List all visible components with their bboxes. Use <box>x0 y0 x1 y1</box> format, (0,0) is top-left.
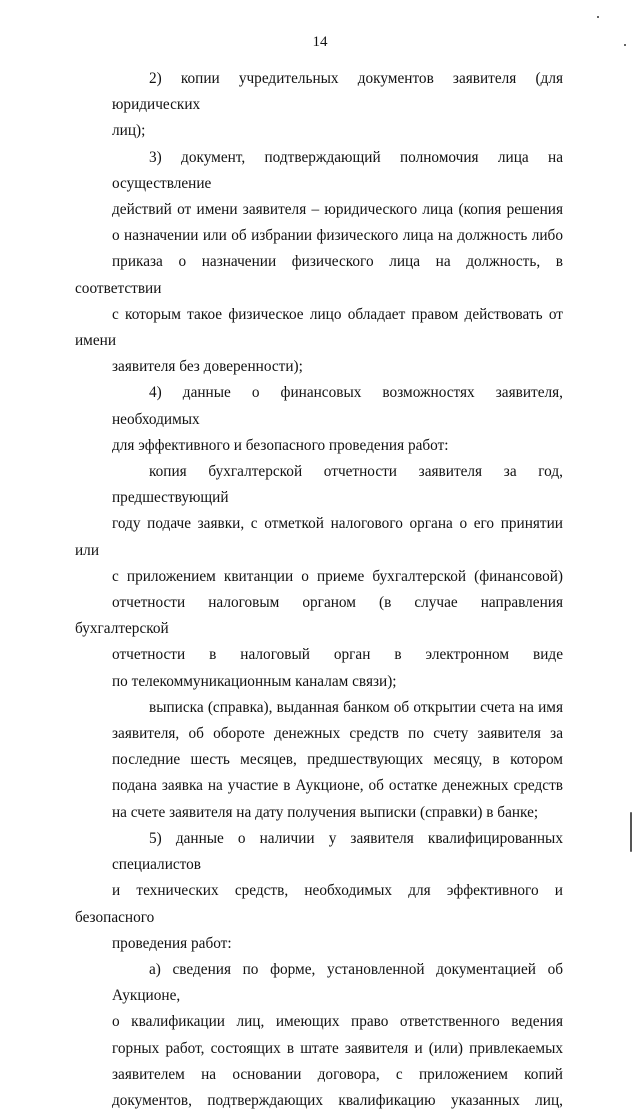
text-line: выписка (справка), выданная банком об открытии счета на имя <box>149 698 563 716</box>
text-line: копия бухгалтерской отчетности заявителя за год, предшествующий <box>112 463 563 507</box>
text-line: заявителя без доверенности); <box>112 358 303 376</box>
text-line: а) сведения по форме, установленной документацией об Аукционе, <box>112 960 563 1005</box>
text-line: документов, подтверждающих квалификацию указанных лиц, <box>112 1091 563 1109</box>
text-line: с приложением квитанции о приеме бухгалтерской (финансовой) <box>112 567 563 585</box>
paragraph-authority-document <box>75 145 563 381</box>
text-line: подана заявка на участие в Аукционе, об остатке денежных средств <box>112 777 563 795</box>
text-line: горных работ, состоящих в штате заявителя и (или) привлекаемых <box>112 1039 563 1057</box>
text-line: проведения работ: <box>112 934 232 952</box>
text-line: 3) документ, подтверждающий полномочия лица на осуществление <box>112 148 563 192</box>
paragraph-qualification-info <box>75 957 563 1114</box>
text-line: отчетности в налоговый орган в электронном виде <box>112 646 563 664</box>
text-line: заявителя, об обороте денежных средств по счету заявителя за <box>112 725 563 743</box>
text-line: 5) данные о наличии у заявителя квалифицированных специалистов <box>112 829 563 874</box>
scan-speck <box>597 16 599 18</box>
text-line: с которым такое физическое лицо обладает правом действовать от имени <box>75 305 563 350</box>
text-line: последние шесть месяцев, предшествующих месяцу, в котором <box>112 751 563 769</box>
page-number: 14 <box>312 34 328 50</box>
text-line: по телекоммуникационным каналам связи); <box>112 672 397 690</box>
text-line: лиц); <box>112 122 146 140</box>
text-line: о назначении или об избрании физического лица на должность либо <box>112 227 563 245</box>
text-line: приказа о назначении физического лица на должность, в соответствии <box>75 253 563 297</box>
scan-speck <box>624 44 626 46</box>
text-line: 4) данные о финансовых возможностях заявителя, необходимых <box>112 384 563 428</box>
text-line: заявителем на основании договора, с приложением копий <box>112 1065 563 1083</box>
text-line: действий от имени заявителя – юридического лица (копия решения <box>112 201 563 219</box>
text-line: о квалификации лиц, имеющих право ответственного ведения <box>112 1013 563 1031</box>
paragraph-qualified-specialists <box>75 826 563 957</box>
text-line: для эффективного и безопасного проведения работ: <box>112 436 449 454</box>
paragraph-accounting-report <box>75 459 563 695</box>
text-line: 2) копии учредительных документов заявителя (для юридических <box>112 70 563 114</box>
text-line: отчетности налоговым органом (в случае направления бухгалтерской <box>75 594 563 638</box>
text-line: году подаче заявки, с отметкой налогового органа о его принятии или <box>75 515 563 559</box>
paragraph-financial-data <box>75 380 563 459</box>
text-line: и технических средств, необходимых для эффективного и безопасного <box>75 882 563 926</box>
scan-speck <box>630 812 632 852</box>
paragraph-founding-documents <box>75 66 563 145</box>
paragraph-bank-statement <box>75 695 563 826</box>
document-body <box>75 66 563 1114</box>
text-line: на счете заявителя на дату получения выписки (справки) в банке; <box>112 803 539 821</box>
